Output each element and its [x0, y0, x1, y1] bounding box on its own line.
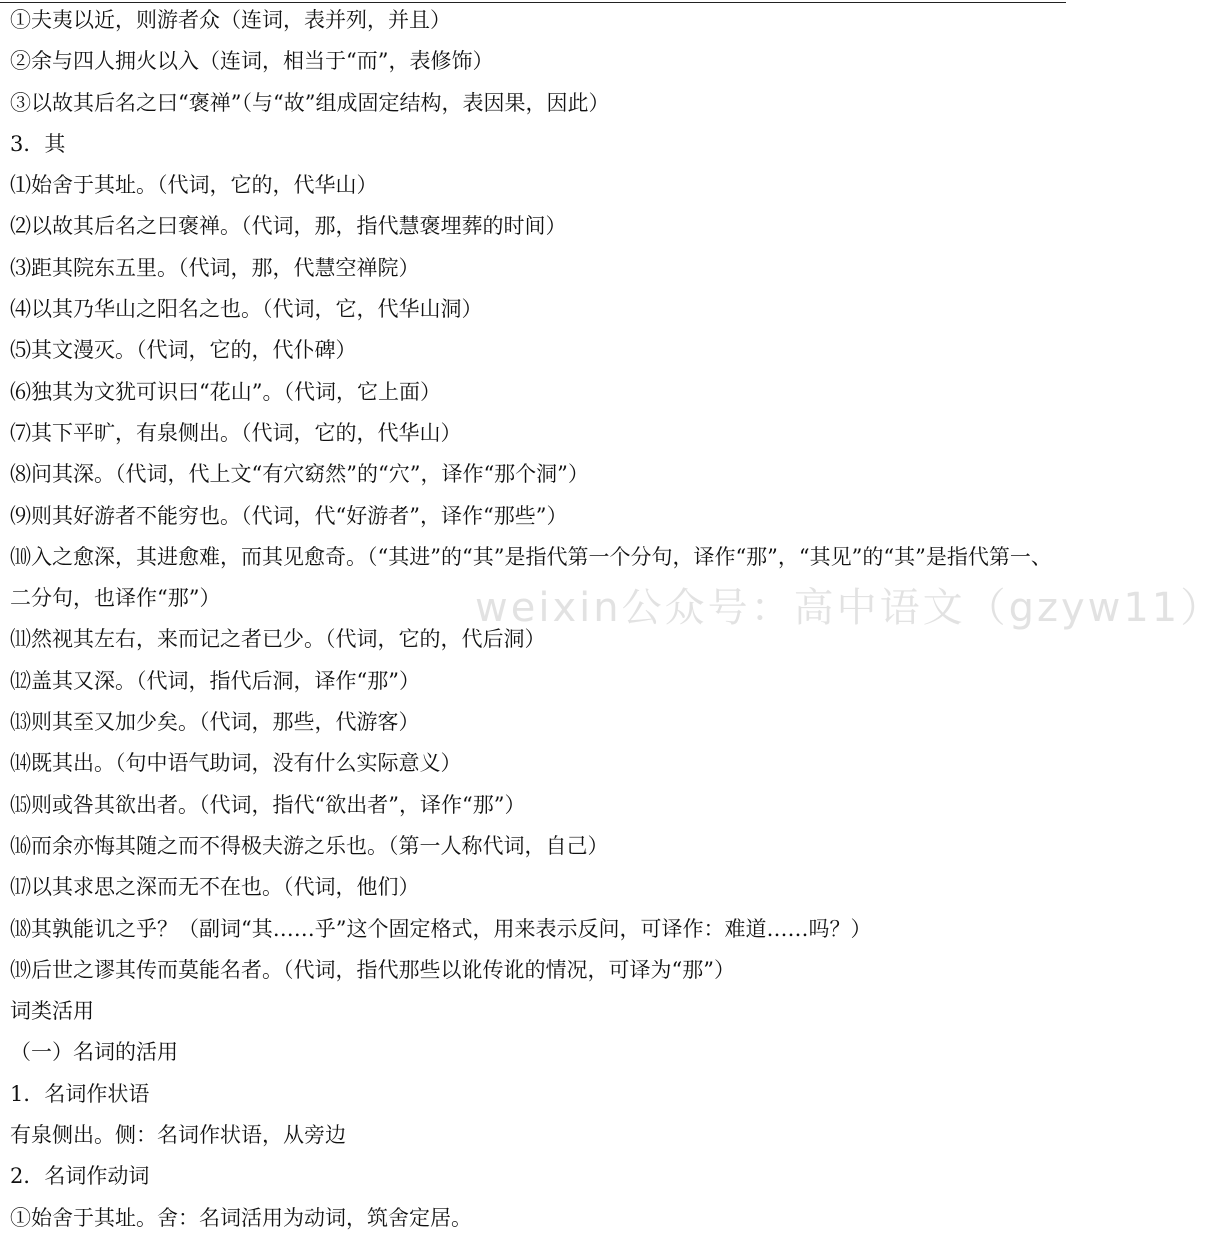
text-line: ⑹独其为文犹可识曰“花山”。（代词，它上面）	[10, 379, 441, 404]
text-line: ⑵以故其后名之曰褒禅。（代词，那，指代慧褒埋葬的时间）	[10, 214, 567, 239]
text-line: ⒁既其出。（句中语气助词，没有什么实际意义）	[10, 751, 462, 776]
section-heading: 词类活用	[10, 999, 94, 1024]
document-body	[10, 0, 1223, 1239]
section-heading: 3．其	[10, 131, 66, 156]
watermark: weixin公众号：高中语文（gzyw11）	[475, 585, 1223, 631]
subsection-heading: 1．名词作状语	[10, 1081, 150, 1106]
text-line: ⑼则其好游者不能穷也。（代词，代“好游者”，译作“那些”）	[10, 503, 568, 528]
text-line: ③以故其后名之曰“褒禅”（与“故”组成固定结构，表因果，因此）	[10, 90, 610, 115]
text-line: ⑻问其深。（代词，代上文“有穴窈然”的“穴”，译作“那个洞”）	[10, 462, 589, 487]
text-line: ⑴始舍于其址。（代词，它的，代华山）	[10, 173, 378, 198]
text-line: ⑿盖其又深。（代词，指代后洞，译作“那”）	[10, 668, 420, 693]
text-line: ⒀则其至又加少矣。（代词，那些，代游客）	[10, 710, 420, 735]
subsection-heading: 2．名词作动词	[10, 1164, 150, 1189]
subsection-heading: （一）名词的活用	[10, 1040, 178, 1065]
text-line: ②余与四人拥火以入（连词，相当于“而”，表修饰）	[10, 49, 494, 74]
text-line: ⒅其孰能讥之乎？（副词“其……乎”这个固定格式，用来表示反问，可译作：难道……吗？）	[10, 916, 872, 941]
text-line: ①夫夷以近，则游者众（连词，表并列，并且）	[10, 8, 451, 32]
text-line: ⒃而余亦悔其随之而不得极夫游之乐也。（第一人称代词，自己）	[10, 833, 609, 858]
text-line: ⒆后世之谬其传而莫能名者。（代词，指代那些以讹传讹的情况，可译为“那”）	[10, 957, 735, 982]
text-line: ⑾然视其左右，来而记之者已少。（代词，它的，代后洞）	[10, 627, 546, 652]
text-line: ⒄以其求思之深而无不在也。（代词，他们）	[10, 875, 420, 900]
text-line: ⑸其文漫灭。（代词，它的，代仆碑）	[10, 338, 357, 363]
text-line: ⑺其下平旷，有泉侧出。（代词，它的，代华山）	[10, 420, 462, 445]
text-line: ⑶距其院东五里。（代词，那，代慧空禅院）	[10, 255, 420, 280]
text-line: ⑽入之愈深，其进愈难，而其见愈奇。（“其进”的“其”是指代第一个分句，译作“那”，“其见”的“其”是指代第一、二分句，也译作“那”）	[10, 544, 1052, 611]
text-line: ⒂则或咎其欲出者。（代词，指代“欲出者”，译作“那”）	[10, 792, 526, 817]
text-line: 有泉侧出。侧：名词作状语，从旁边	[10, 1123, 346, 1148]
text-line: ①始舍于其址。舍：名词活用为动词，筑舍定居。	[10, 1205, 472, 1230]
text-line: ⑷以其乃华山之阳名之也。（代词，它，代华山洞）	[10, 297, 483, 322]
